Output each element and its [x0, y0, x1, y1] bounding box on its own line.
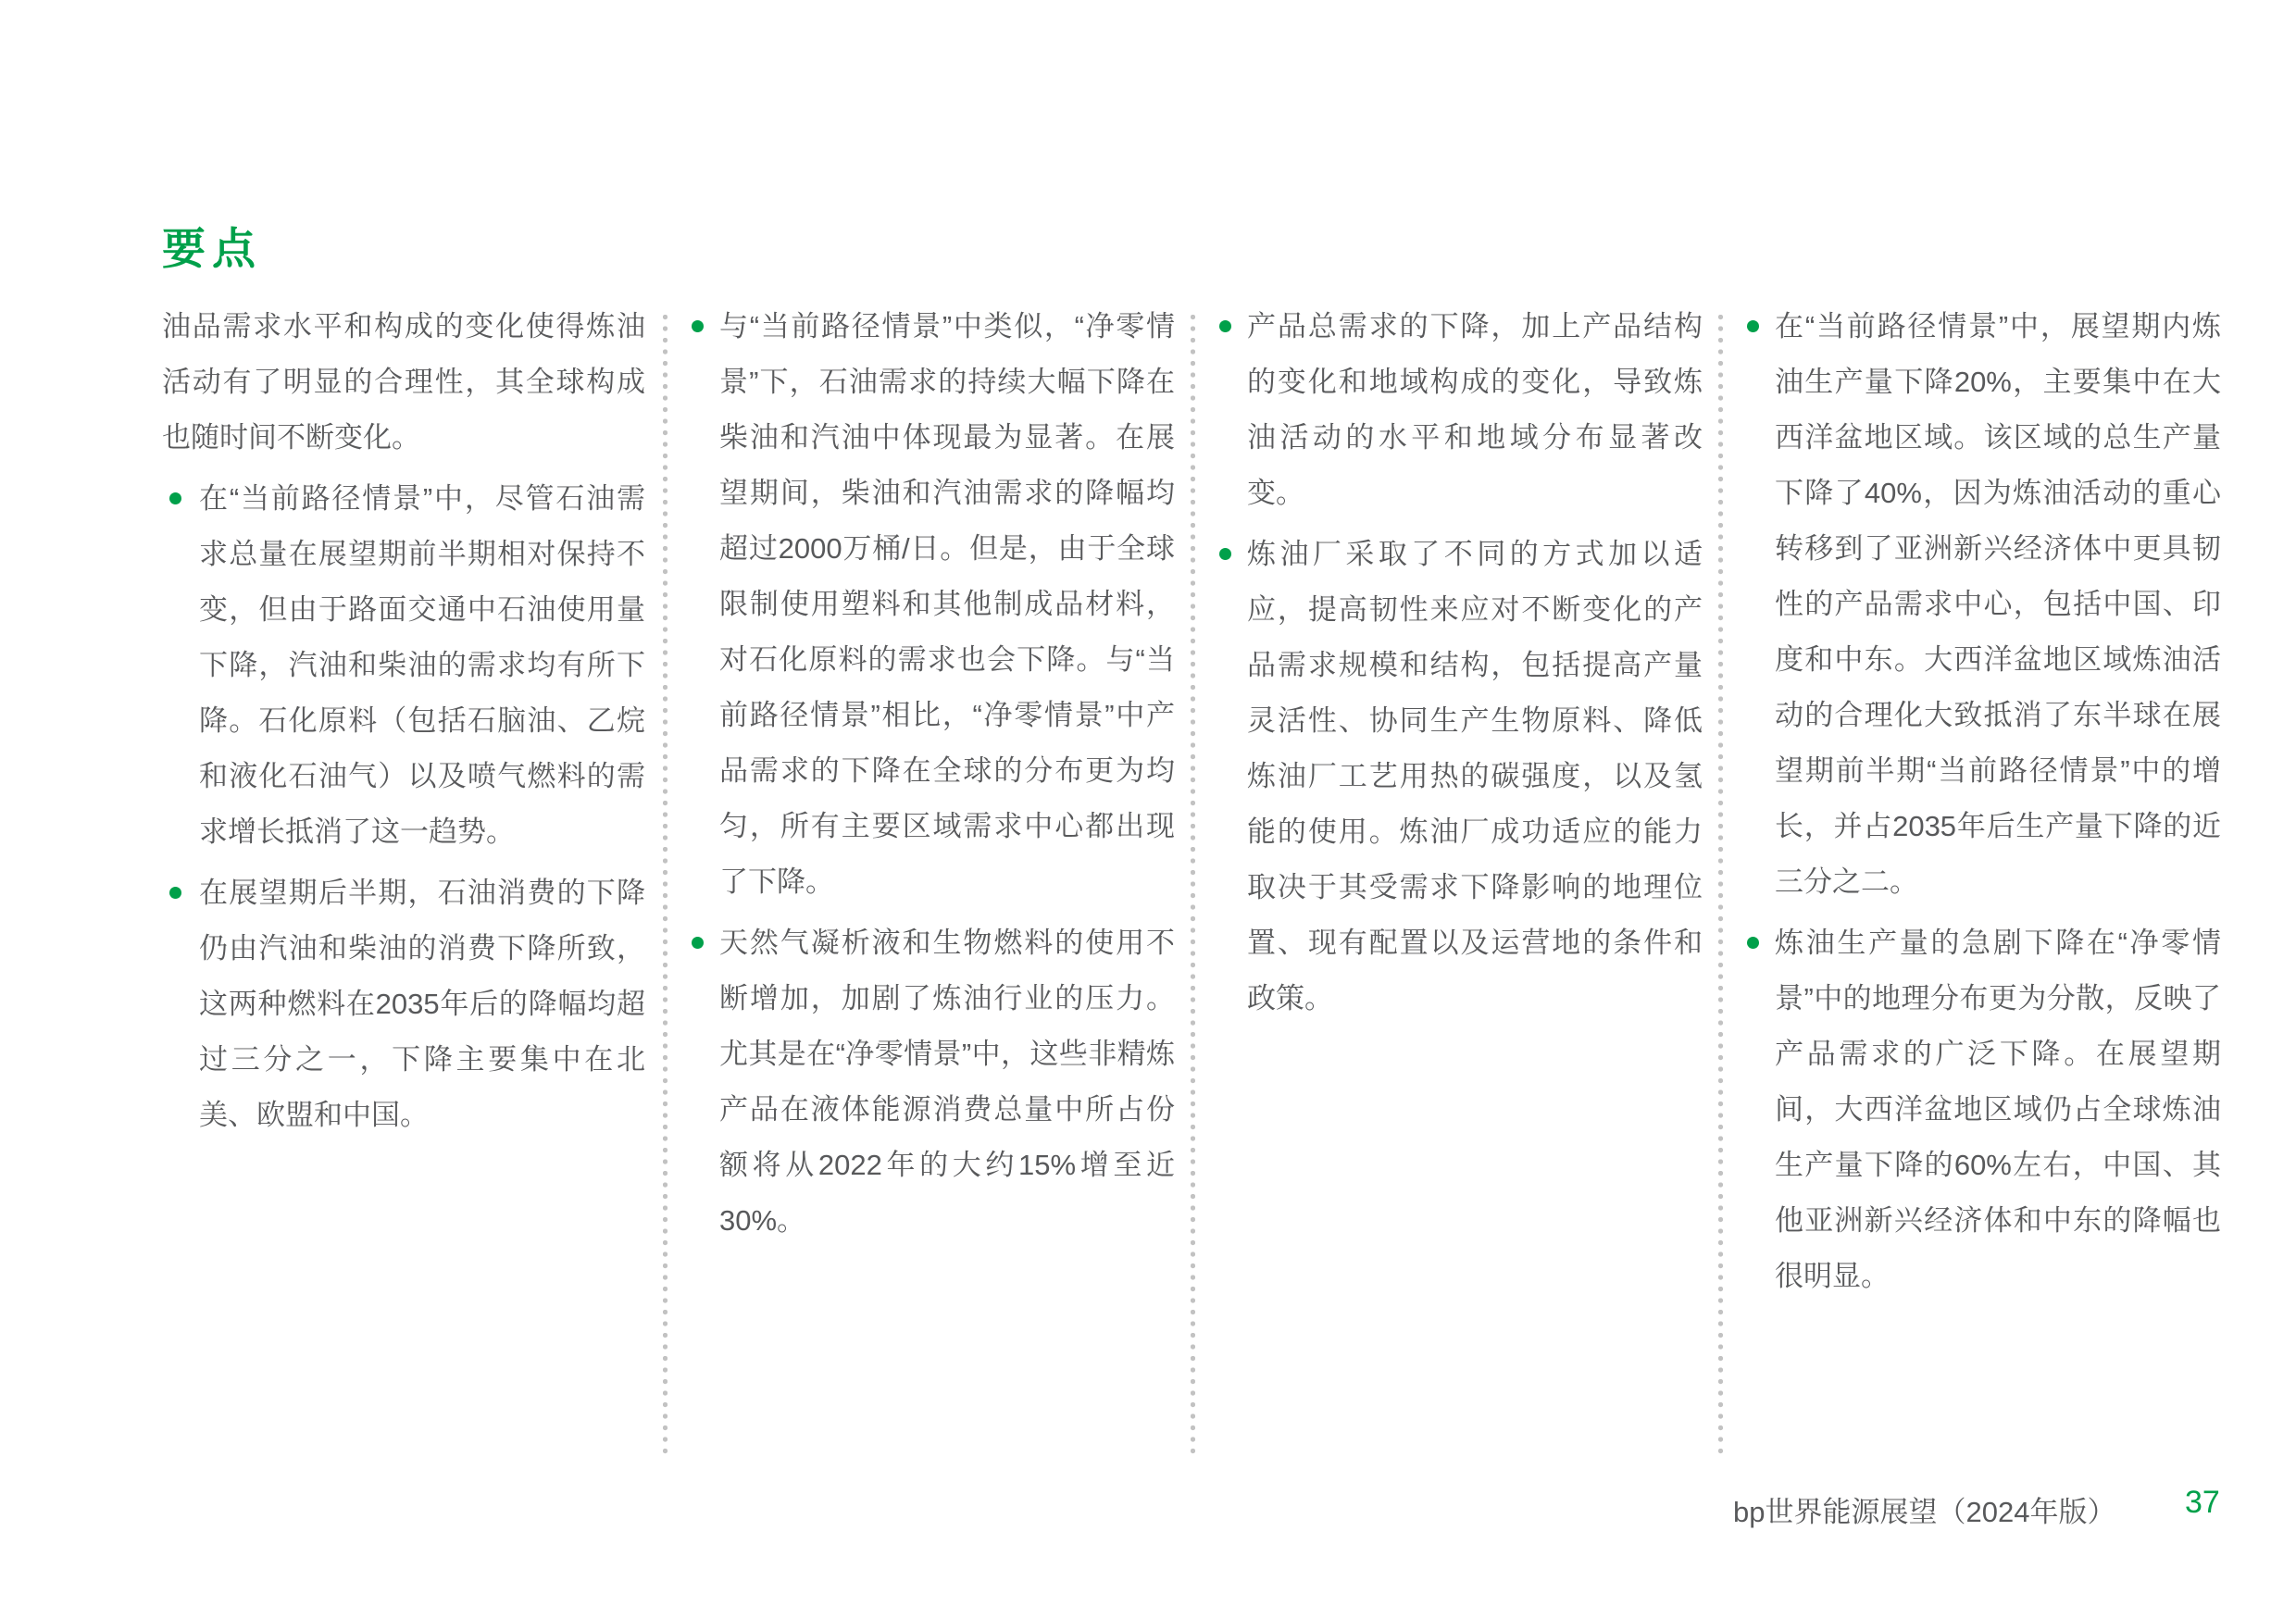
bullet-dot-icon — [169, 887, 181, 899]
bullet-dot-icon — [1219, 320, 1231, 332]
bullet-text: 在“当前路径情景”中，尽管石油需求总量在展望期前半期相对保持不变，但由于路面交通中石油使用量下降，汽油和柴油的需求均有所下降。石化原料（包括石脑油、乙烷和液化石油气）以及喷气燃料的需求增长抵消了这一趋势。 — [199, 482, 645, 848]
bullet-text: 在“当前路径情景”中，展望期内炼油生产量下降20%，主要集中在大西洋盆地区域。该区域的总生产量下降了40%，因为炼油活动的重心转移到了亚洲新兴经济体中更具韧性的产品需求中心，包括中国、印度和中东。大西洋盆地区域炼油活动的合理化大致抵消了东半球在展望期前半期“当前路径情景”中的增长，并占2035年后生产量下降的近三分之二。 — [1775, 310, 2221, 898]
bullet-item — [1219, 299, 1703, 521]
bullet-text: 炼油生产量的急剧下降在“净零情景”中的地理分布更为分散，反映了产品需求的广泛下降。在展望期间，大西洋盆地区域仍占全球炼油生产量下降的60%左右，中国、其他亚洲新兴经济体和中东的降幅也很明显。 — [1775, 927, 2221, 1292]
bullet-text: 产品总需求的下降，加上产品结构的变化和地域构成的变化，导致炼油活动的水平和地域分布显著改变。 — [1247, 310, 1703, 509]
column-3 — [1219, 299, 1703, 1032]
column-divider-1 — [663, 315, 668, 1455]
bullet-list-1 — [162, 471, 645, 1143]
bullet-list-4 — [1747, 299, 2221, 1304]
bullet-dot-icon — [1747, 320, 1759, 332]
bullet-text: 在展望期后半期，石油消费的下降仍由汽油和柴油的消费下降所致，这两种燃料在2035年后的降幅均超过三分之一，下降主要集中在北美、欧盟和中国。 — [199, 877, 645, 1131]
bullet-item — [692, 915, 1175, 1249]
bullet-dot-icon — [1747, 937, 1759, 949]
bullet-list-2 — [692, 299, 1175, 1249]
bullet-list-3 — [1219, 299, 1703, 1027]
bullet-dot-icon — [1219, 548, 1231, 560]
bullet-dot-icon — [692, 320, 704, 332]
bullet-item — [1747, 299, 2221, 910]
bullet-item — [169, 865, 645, 1143]
bullet-text: 与“当前路径情景”中类似，“净零情景”下，石油需求的持续大幅下降在柴油和汽油中体现最为显著。在展望期间，柴油和汽油需求的降幅均超过2000万桶/日。但是，由于全球限制使用塑料和其他制成品材料，对石化原料的需求也会下降。与“当前路径情景”相比，“净零情景”中产品需求的下降在全球的分布更为均匀，所有主要区域需求中心都出现了下降。 — [719, 310, 1175, 898]
bullet-text: 天然气凝析液和生物燃料的使用不断增加，加剧了炼油行业的压力。尤其是在“净零情景”中，这些非精炼产品在液体能源消费总量中所占份额将从2022年的大约15%增至近30%。 — [719, 927, 1175, 1237]
column-4 — [1747, 299, 2221, 1310]
bullet-dot-icon — [692, 937, 704, 949]
bullet-item — [692, 299, 1175, 910]
page-title: 要点 — [162, 224, 262, 273]
column-divider-2 — [1191, 315, 1195, 1455]
bullet-dot-icon — [169, 492, 181, 504]
bullet-text: 炼油厂采取了不同的方式加以适应，提高韧性来应对不断变化的产品需求规模和结构，包括提高产量灵活性、协同生产生物原料、降低炼油厂工艺用热的碳强度，以及氢能的使用。炼油厂成功适应的能力取决于其受需求下降影响的地理位置、现有配置以及运营地的条件和政策。 — [1247, 538, 1703, 1014]
bullet-item — [169, 471, 645, 860]
column-divider-3 — [1718, 315, 1723, 1455]
bullet-item — [1219, 527, 1703, 1027]
intro-paragraph: 油品需求水平和构成的变化使得炼油活动有了明显的合理性，其全球构成也随时间不断变化。 — [162, 310, 645, 454]
bullet-item — [1747, 915, 2221, 1304]
column-1 — [162, 299, 645, 1149]
footer-title: bp世界能源展望（2024年版） — [1733, 1496, 2116, 1528]
page-number: 37 — [2185, 1485, 2220, 1520]
column-2 — [692, 299, 1175, 1254]
